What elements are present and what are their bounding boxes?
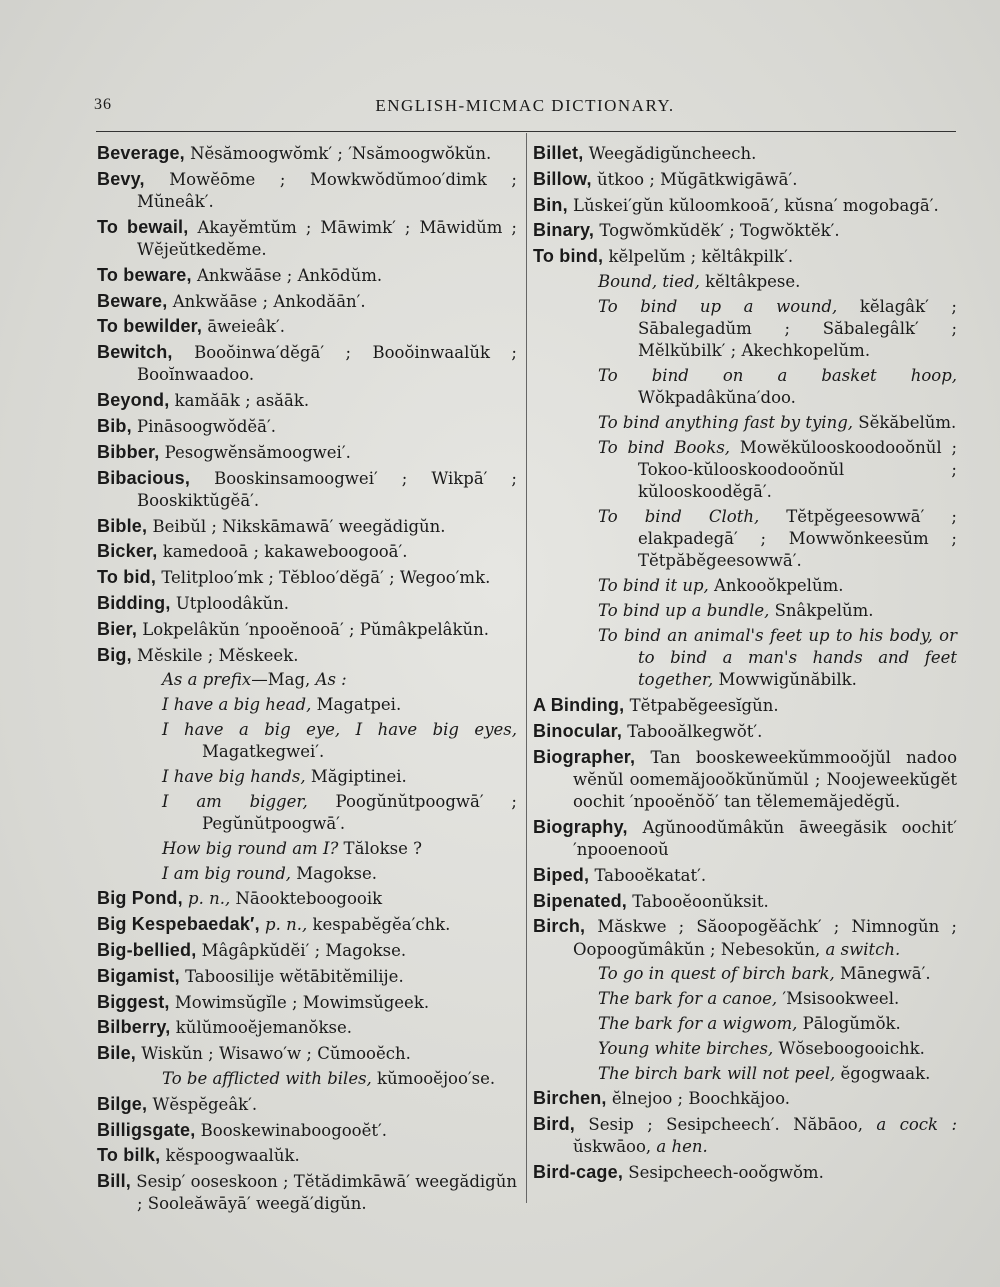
dictionary-entry <box>97 168 517 213</box>
phrase: I am big round, <box>162 863 292 883</box>
definition: Akayĕmtŭm ; Māwimk′ ; Māwidŭm ; Wĕjeŭtkedĕme. <box>137 217 517 259</box>
dictionary-entry <box>97 644 517 667</box>
headword: Bilge, <box>97 1093 148 1114</box>
headword: To bewilder, <box>97 316 203 337</box>
definition: Mowĕōme ; Mowkwŏdŭmoo′dimk ; Mŭneâk′. <box>137 169 517 211</box>
definition: kŭmooĕjoo′se. <box>371 1068 496 1088</box>
dictionary-entry <box>97 939 517 962</box>
definition: Magatpei. <box>311 695 402 715</box>
phrase: I have big hands, <box>162 766 306 786</box>
headword: Bill, <box>97 1171 132 1192</box>
definition: kespabĕgĕa′chk. <box>307 915 451 935</box>
sub-entry <box>97 669 517 691</box>
sub-entry <box>533 412 957 434</box>
definition: Nāookteboogooik <box>230 889 383 909</box>
headword: Bilberry, <box>97 1017 171 1038</box>
definition: Măgiptinei. <box>305 766 407 786</box>
definition: Beibŭl ; Nikskāmawā′ weegădigŭn. <box>152 516 446 536</box>
definition: Ankwăāse ; Ankodăān′. <box>172 291 366 311</box>
dictionary-entry <box>533 816 957 861</box>
phrase: To bind Cloth, <box>598 506 760 526</box>
definition: Snâkpelŭm. <box>769 600 874 620</box>
definition: Pālogŭmŏk. <box>797 1013 901 1033</box>
definition: Ankwăāse ; Ankōdŭm. <box>196 265 383 285</box>
dictionary-entry <box>533 1161 957 1184</box>
definition: Mowĕkŭlooskoodooŏnŭl ; Tokoo-kŭlooskoodooŏnŭl ; kŭlooskoodĕgā′. <box>638 437 957 502</box>
dictionary-entry <box>97 540 517 563</box>
headword: Beyond, <box>97 390 170 411</box>
dictionary-entry <box>97 618 517 641</box>
definition: Ankooŏkpelŭm. <box>708 576 844 596</box>
dictionary-entry <box>533 720 957 743</box>
sub-entry <box>97 863 517 885</box>
headword: Billet, <box>533 143 584 163</box>
header-rule <box>96 131 956 132</box>
headword: Biggest, <box>97 991 170 1012</box>
dictionary-entry <box>533 864 957 887</box>
phrase: As : <box>310 670 347 690</box>
definition: Mâgâpkŭdĕi′ ; Magokse. <box>201 940 407 960</box>
phrase: To bind it up, <box>598 576 709 596</box>
sub-entry <box>97 1068 517 1090</box>
headword: Bipenated, <box>533 890 628 911</box>
dictionary-entry <box>533 1113 957 1158</box>
dictionary-entry <box>97 315 517 338</box>
dictionary-entry <box>97 341 517 386</box>
headword: Bib, <box>97 415 132 436</box>
phrase: I am bigger, <box>162 791 308 811</box>
definition: Agŭnoodŭmâkŭn āweegăsik oochit′ ′npooenooŭ <box>573 817 957 859</box>
definition: Nĕsămoogwŏmk′ ; ′Nsămoogwŏkŭn. <box>190 144 492 163</box>
phrase: The birch bark will not peel, <box>598 1063 836 1083</box>
gloss: a cock : <box>862 1115 957 1135</box>
phrase: To bind on a basket hoop, <box>598 365 957 385</box>
headword: To bilk, <box>97 1145 161 1166</box>
sub-entry <box>533 1038 957 1060</box>
sub-entry <box>533 1063 957 1085</box>
dictionary-entry <box>533 890 957 913</box>
dictionary-entry <box>97 264 517 287</box>
headword: Bibacious, <box>97 467 191 488</box>
running-title: ENGLISH-MICMAC DICTIONARY. <box>375 96 675 115</box>
definition: Tĕtpĕgeesowwā′ ; elakpadegā′ ; Mowwŏnkeesŭm ; Tĕtpăbĕgeesowwā′. <box>638 506 957 571</box>
headword: Bigamist, <box>97 965 180 986</box>
dictionary-entry <box>97 913 517 936</box>
page-number: 36 <box>94 96 112 113</box>
definition: ŭtkoo ; Mŭgātkwigāwā′. <box>596 169 798 189</box>
headword: Big Kespebaedak′, <box>97 914 260 935</box>
dictionary-entry <box>97 415 517 438</box>
sub-entry <box>533 296 957 363</box>
phrase: I have a big head, <box>162 695 312 715</box>
dictionary-entry <box>533 746 957 814</box>
dictionary-entry <box>533 219 957 242</box>
gloss: a switch. <box>820 939 901 959</box>
sub-entry <box>97 838 517 860</box>
sub-entry <box>533 506 957 573</box>
definition: Telitploo′mk ; Tĕbloo′dĕgā′ ; Wegoo′mk. <box>161 568 491 588</box>
dictionary-entry <box>97 216 517 261</box>
phrase: To bind up a bundle, <box>598 600 770 620</box>
sub-entry <box>533 575 957 597</box>
headword: Big, <box>97 644 132 665</box>
phrase: To bind an animal's feet up to his body, or to bind a man's hands and feet together, <box>598 625 957 690</box>
headword: Biography, <box>533 816 628 837</box>
dictionary-entry <box>97 592 517 615</box>
dictionary-entry <box>533 694 957 717</box>
headword: Bibber, <box>97 441 160 462</box>
headword: To bind, <box>533 246 604 267</box>
sub-entry <box>533 963 957 985</box>
sub-entry <box>97 719 517 763</box>
dictionary-entry <box>97 389 517 412</box>
headword: Big Pond, <box>97 888 183 909</box>
headword: A Binding, <box>533 694 625 715</box>
sub-entry <box>533 271 957 293</box>
sub-entry <box>533 437 957 504</box>
definition: Booskinsamoogwei′ ; Wikpā′ ; Booskiktŭgĕā′. <box>137 468 517 510</box>
definition: Sesip′ ooseskoon ; Tĕtădimkāwā′ weegădigŭn ; Sooleăwāyā′ weegă′digŭn. <box>136 1172 517 1214</box>
definition: kŭlŭmooĕjemanŏkse. <box>175 1018 352 1038</box>
dictionary-entry <box>97 290 517 313</box>
definition: kĕlagâk′ ; Sābalegadŭm ; Săbalegâlk′ ; Mĕlkŭbilk′ ; Akechkopelŭm. <box>638 296 957 361</box>
sub-entry <box>97 766 517 788</box>
phrase: To be afflicted with biles, <box>162 1068 372 1088</box>
headword: To beware, <box>97 264 192 285</box>
dictionary-entry <box>97 142 517 165</box>
dictionary-entry <box>533 1087 957 1110</box>
definition: Măskwe ; Săoopogĕăchk′ ; Nimnogŭn ; Oopoogŭmâkŭn ; Nebesokŭn, <box>573 917 957 959</box>
definition: Weegădigŭncheech. <box>588 144 757 163</box>
sub-entry <box>533 625 957 692</box>
headword: To bewail, <box>97 216 189 237</box>
dictionary-entry <box>97 1144 517 1167</box>
dictionary-entry <box>97 1016 517 1039</box>
dictionary-entry <box>533 245 957 268</box>
dictionary-entry <box>97 965 517 988</box>
definition: Poogŭnŭtpoogwā′ ; Pegŭnŭtpoogwā′. <box>202 791 517 833</box>
definition: Mānegwā′. <box>834 964 931 984</box>
page-header <box>94 96 956 118</box>
dictionary-entry <box>533 194 957 217</box>
phrase: Bound, tied, <box>598 271 700 291</box>
headword: Biped, <box>533 864 590 885</box>
definition: Tabooĕoonŭksit. <box>632 891 769 911</box>
dictionary-entry <box>97 1042 517 1065</box>
sub-entry <box>97 791 517 835</box>
definition: Sesip ; Sesipcheech′. Năbāoo, <box>588 1115 863 1135</box>
definition: Lŭskei′gŭn kŭloomkooā′, kŭsna′ mogobagā′. <box>573 195 939 215</box>
dictionary-entry <box>97 441 517 464</box>
dictionary-entry <box>97 1119 517 1142</box>
phrase: To bind up a wound, <box>598 296 838 316</box>
definition: Tălokse ? <box>338 838 422 858</box>
definition: Mowwigŭnăbilk. <box>713 670 857 690</box>
dictionary-entry <box>533 915 957 960</box>
definition: Togwŏmkŭdĕk′ ; Togwŏktĕk′. <box>599 221 840 241</box>
definition: ŭskwāoo, <box>573 1137 652 1157</box>
definition: Booŏinwa′dĕgā′ ; Booŏinwaalŭk ; Booĭnwaadoo. <box>137 343 517 385</box>
sub-entry <box>533 600 957 622</box>
definition: kĕlpelŭm ; kĕltâkpilk′. <box>608 247 794 267</box>
definition: Tan booskeweekŭmmooŏjŭl nadoo wĕnŭl oomemăjooŏkŭnŭmŭl ; Noojeweekŭgĕt oochit ′npooĕnŏŏ′ tan tĕlememăjedĕgŭ. <box>573 747 958 811</box>
right-column <box>533 142 957 1187</box>
definition: ĕgogwaak. <box>835 1063 931 1083</box>
phrase: The bark for a canoe, <box>598 989 778 1009</box>
dictionary-entry <box>97 1170 517 1215</box>
definition: Magokse. <box>291 863 377 883</box>
phrase: As a prefix <box>162 670 252 690</box>
dictionary-entry <box>533 168 957 191</box>
headword: Bewitch, <box>97 342 173 363</box>
definition: Magatkegwei′. <box>202 742 325 762</box>
definition: āweieâk′. <box>207 317 285 337</box>
part-of-speech: p. n., <box>188 889 231 909</box>
definition: ′Msisookweel. <box>777 989 900 1009</box>
dictionary-entry <box>97 566 517 589</box>
gloss: a hen. <box>651 1137 708 1157</box>
headword: Birchen, <box>533 1088 607 1109</box>
definition: Utploodâkŭn. <box>175 593 289 613</box>
dictionary-entry <box>97 515 517 538</box>
definition: Mĕskile ; Mĕskeek. <box>137 645 299 665</box>
sub-entry <box>533 1013 957 1035</box>
definition: kamăāk ; asăāk. <box>174 391 310 411</box>
headword: Bin, <box>533 194 568 215</box>
headword: Bible, <box>97 515 148 536</box>
column-divider <box>526 133 527 1203</box>
definition: Wĕspĕgeâk′. <box>152 1094 258 1114</box>
phrase: How big round am I? <box>162 838 339 858</box>
definition: kĕspoogwaalŭk. <box>165 1146 300 1166</box>
definition: Wiskŭn ; Wisawo′w ; Cŭmooĕch. <box>141 1044 411 1064</box>
definition: kamedooā ; kakaweboogooā′. <box>162 542 408 562</box>
headword: Bird-cage, <box>533 1162 624 1183</box>
sub-entry <box>97 694 517 716</box>
phrase: To bind Books, <box>598 437 731 457</box>
dictionary-entry <box>97 467 517 512</box>
definition: Tabooĕkatat′. <box>594 865 707 885</box>
headword: Bevy, <box>97 168 145 189</box>
phrase: The bark for a wigwom, <box>598 1013 798 1033</box>
headword: Billigsgate, <box>97 1119 196 1140</box>
definition: Wŏkpadâkŭna′doo. <box>638 388 796 408</box>
definition: Booskewinaboogooĕt′. <box>200 1120 388 1140</box>
dictionary-entry <box>97 887 517 910</box>
headword: Biographer, <box>533 746 636 767</box>
left-column <box>97 142 517 1218</box>
definition: Taboosilije wĕtābitĕmilije. <box>185 966 404 986</box>
dictionary-entry <box>533 142 957 165</box>
definition: Tabooălkegwŏt′. <box>627 721 763 741</box>
headword: Billow, <box>533 168 592 189</box>
sub-entry <box>533 365 957 409</box>
definition: kĕltâkpese. <box>699 271 801 291</box>
definition: Mowimsŭgĭle ; Mowimsŭgeek. <box>174 992 430 1012</box>
definition: —Mag, <box>251 670 311 690</box>
definition: Sĕkăbelŭm. <box>853 412 957 432</box>
headword: Beware, <box>97 290 168 311</box>
headword: To bid, <box>97 567 157 588</box>
definition: Sesipcheech-ooŏgwŏm. <box>628 1163 824 1183</box>
definition: Pināsoogwŏdĕā′. <box>137 416 276 436</box>
headword: Beverage, <box>97 143 185 163</box>
headword: Bird, <box>533 1114 576 1135</box>
headword: Birch, <box>533 916 586 937</box>
phrase: To go in quest of birch bark, <box>598 964 835 984</box>
dictionary-entry <box>97 991 517 1014</box>
headword: Bile, <box>97 1043 137 1064</box>
headword: Bidding, <box>97 592 171 613</box>
part-of-speech: p. n., <box>265 915 308 935</box>
headword: Bier, <box>97 618 138 639</box>
headword: Bicker, <box>97 541 158 562</box>
headword: Binocular, <box>533 720 623 741</box>
phrase: To bind anything fast by tying, <box>598 412 854 432</box>
phrase: I have a big eye, I have big eyes, <box>162 719 517 739</box>
definition: ĕlnejoo ; Boochkăjoo. <box>611 1089 790 1109</box>
sub-entry <box>533 988 957 1010</box>
definition: Tĕtpabĕgeesĭgŭn. <box>629 695 779 715</box>
definition: Wŏseboogooichk. <box>773 1038 925 1058</box>
definition: Pesogwĕnsămoogwei′. <box>164 442 351 462</box>
headword: Binary, <box>533 220 595 241</box>
headword: Big-bellied, <box>97 939 197 960</box>
definition: Lokpelâkŭn ′npooĕnooā′ ; Pŭmâkpelâkŭn. <box>142 619 489 639</box>
dictionary-entry <box>97 1093 517 1116</box>
phrase: Young white birches, <box>598 1038 774 1058</box>
